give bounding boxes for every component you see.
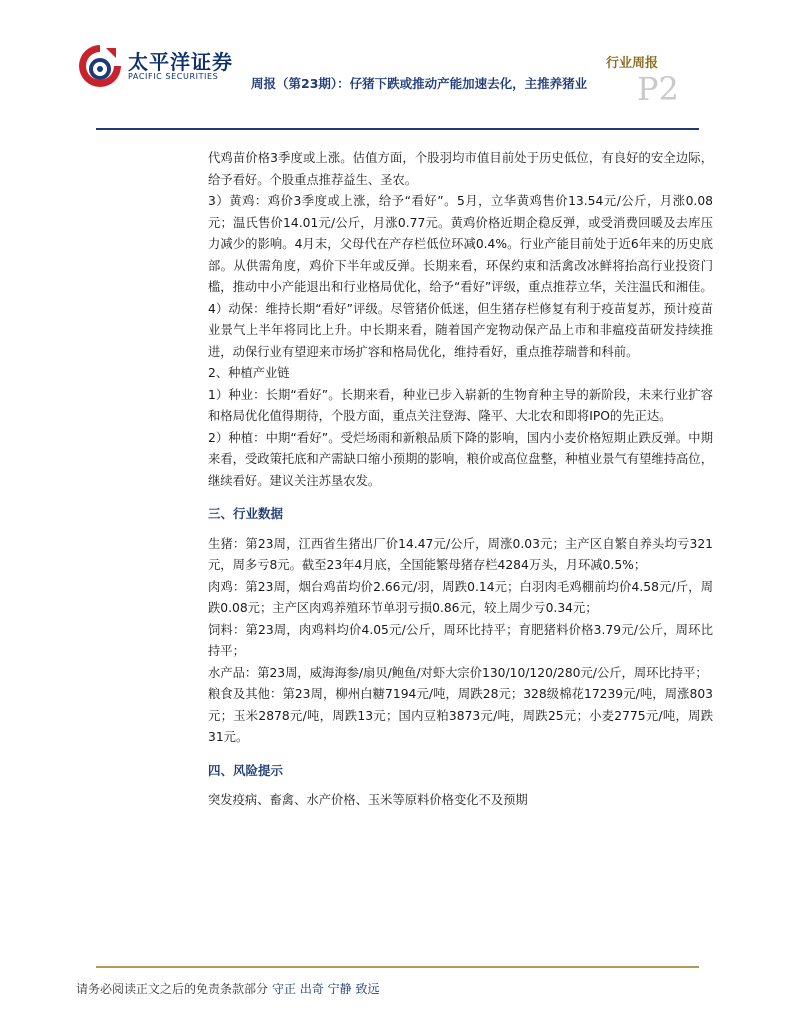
data-item-grain-other: 粮食及其他：第23周，柳州白糖7194元/吨，周跌28元；328级棉花17239元/吨，周涨803元；玉米2878元/吨，周跌13元；国内豆粕3873元/吨，周跌25元；小麦2775元/吨，周跌31元。	[208, 687, 713, 744]
section-heading-risk: 四、风险提示	[208, 762, 284, 778]
data-item-aquatic: 水产品：第23周，威海海参/扇贝/鲍鱼/对虾大宗价130/10/120/280元/公斤，周环比持平；	[208, 665, 708, 680]
footer-divider	[96, 966, 699, 968]
risk-note: 突发疫病、畜禽、水产价格、玉米等原料价格变化不及预期	[208, 793, 528, 807]
page-footer	[76, 980, 379, 997]
section-spacer	[208, 492, 713, 503]
logo-chinese-name: 太平洋证券	[128, 50, 233, 74]
page-header	[0, 0, 791, 135]
data-item-feed: 饲料：第23周，肉鸡料均价4.05元/公斤，周环比持平；育肥猪料价格3.79元/公斤，周环比持平；	[208, 622, 713, 658]
section-spacer	[208, 525, 713, 534]
data-item-broilers: 肉鸡：第23周，烟台鸡苗均价2.66元/羽，周跌0.14元；白羽肉毛鸡棚前均价4.58元/斤，周跌0.08元；主产区肉鸡养殖环节单羽亏损0.86元，较上周少亏0.34元；	[208, 579, 713, 615]
report-body	[208, 148, 713, 812]
paragraph-seed-industry: 1）种业：长期“看好”。长期来看，种业已步入崭新的生物育种主导的新阶段，未来行业扩容和格局优化值得期待，个股方面，重点关注登海、隆平、大北农和即将IPO的先正达。	[208, 387, 713, 423]
paragraph-baiyu-chicken-cont: 代鸡苗价格3季度或上涨。估值方面，个股羽均市值目前处于历史低位，有良好的安全边际，给予看好。个股重点推荐益生、圣农。	[208, 151, 713, 187]
section-spacer	[208, 749, 713, 760]
report-title: 周报（第23期）：仔猪下跌或推动产能加速去化，主推养猪业	[251, 76, 588, 91]
brand-logo	[76, 42, 234, 92]
paragraph-yellow-chicken: 3）黄鸡：鸡价3季度或上涨，给予“看好”。5月，立华黄鸡售价13.54元/公斤，月涨0.08元；温氏售价14.01元/公斤，月涨0.77元。黄鸡价格近期企稳反弹，或受消费回暖及去库压力减少的影响。4月末，父母代在产存栏低位环减0.4%。行业产能目前处于近6年来的历史底部。从供需角度，鸡价下半年或反弹。长期来看，环保约束和活禽改冰鲜将抬高行业投资门槛，推动中小产能退出和行业格局优化，给予“看好”评级，重点推荐立华，关注温氏和湘佳。	[208, 194, 713, 294]
company-slogan: 守正 出奇 宁静 致远	[272, 982, 380, 996]
section-spacer	[208, 781, 713, 790]
paragraph-planting: 2）种植：中期“看好”。受烂场雨和新粮品质下降的影响，国内小麦价格短期止跌反弹。中期来看，受政策托底和产需缺口缩小预期的影响，粮价或高位盘整，种植业景气有望维持高位，继续看好。建议关注苏垦农发。	[208, 430, 713, 488]
page-number: P2	[637, 70, 679, 108]
data-item-hogs: 生猪：第23周，江西省生猪出厂价14.47元/公斤，周涨0.03元；主产区自繁自养头均亏321元，周多亏8元。截至23年4月底，全国能繁母猪存栏4284万头，月环减0.5%；	[208, 536, 713, 572]
paragraph-animal-health: 4）动保：维持长期“看好”评级。尽管猪价低迷，但生猪存栏修复有利于疫苗复苏，预计疫苗业景气上半年将同比上升。中长期来看，随着国产宠物动保产品上市和非瘟疫苗研发持续推进，动保行业有望迎来市场扩容和格局优化，维持看好，重点推荐瑞普和科前。	[208, 301, 713, 359]
disclaimer-notice: 请务必阅读正文之后的免责条款部分	[76, 982, 269, 996]
report-type-label: 行业周报	[605, 56, 658, 71]
pacific-securities-logo-icon	[76, 42, 124, 90]
header-divider	[96, 128, 699, 130]
logo-english-name: PACIFIC SECURITIES	[128, 72, 219, 81]
subheading-planting-chain: 2、种植产业链	[208, 366, 290, 380]
section-heading-industry-data: 三、行业数据	[208, 506, 284, 521]
